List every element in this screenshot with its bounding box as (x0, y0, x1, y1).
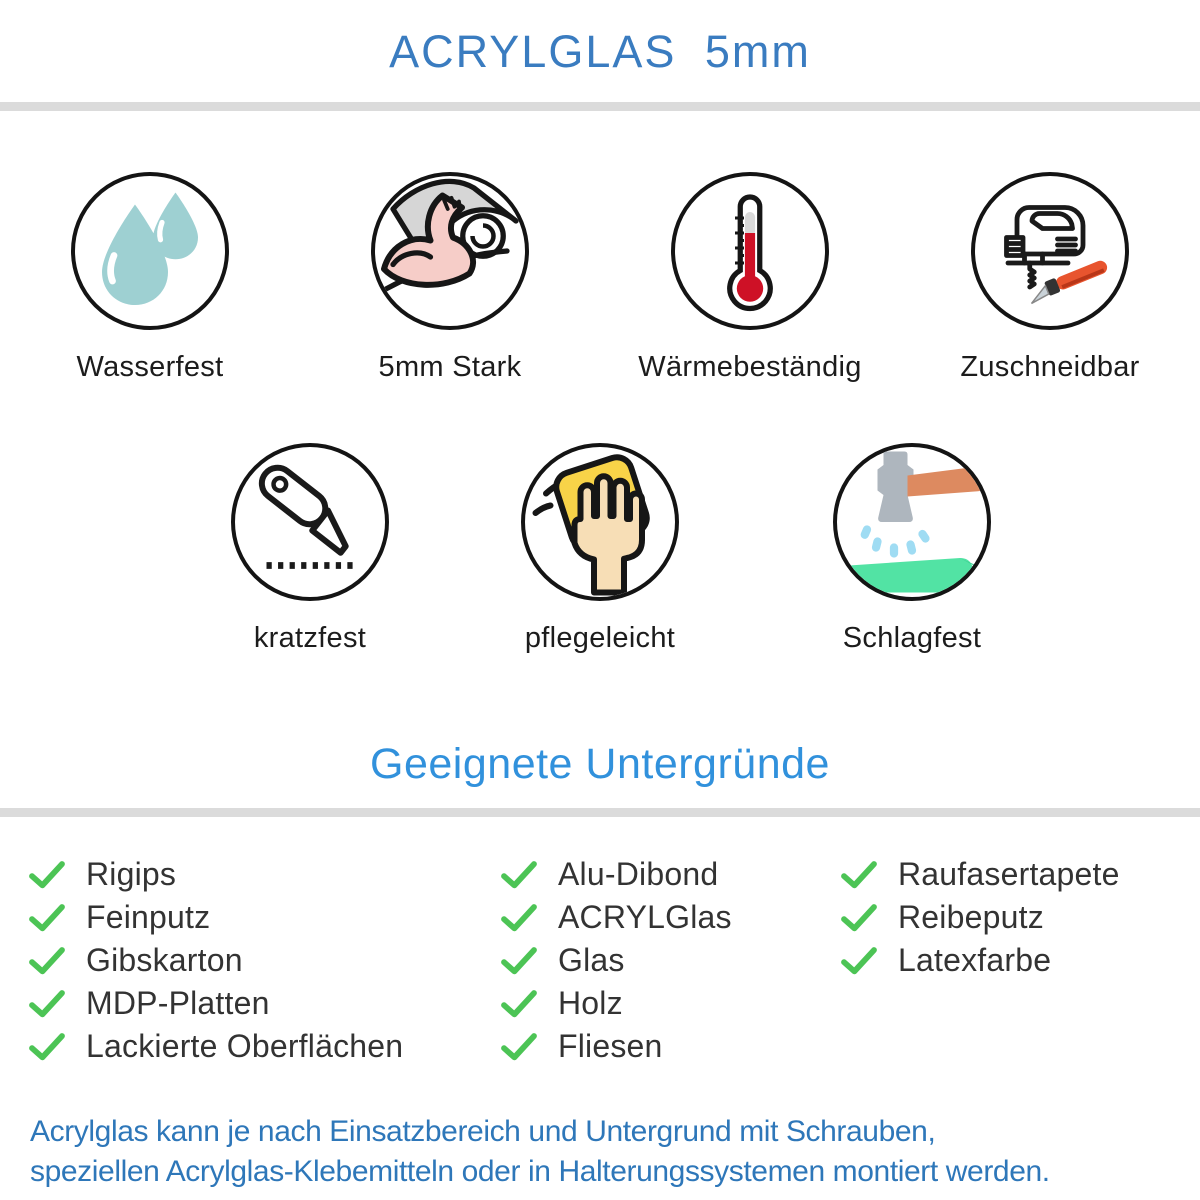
check-icon (840, 946, 878, 976)
substrate-label: MDP-Platten (86, 985, 270, 1021)
feature-item-zuschneidbar (900, 172, 1200, 384)
feature-circle (71, 172, 229, 330)
feature-label: Schlagfest (842, 622, 982, 654)
feature-item-waermebestaendig (600, 172, 900, 384)
feature-label: Wasserfest (76, 351, 224, 383)
substrate-label: Gibskarton (86, 942, 243, 978)
substrate-item (840, 853, 1120, 896)
cleaning-hand-icon (525, 447, 675, 597)
substrate-label: Raufasertapete (898, 856, 1120, 892)
jigsaw-cutter-icon (975, 176, 1125, 326)
feature-circle (371, 172, 529, 330)
check-icon (500, 946, 538, 976)
substrate-label: Alu-Dibond (558, 856, 719, 892)
substrate-label: Latexfarbe (898, 942, 1052, 978)
features-row-2 (0, 443, 1200, 663)
check-icon (28, 903, 66, 933)
substrate-item (500, 1025, 732, 1068)
feature-label: kratzfest (253, 622, 367, 654)
substrates-list (0, 853, 1200, 1093)
check-icon (840, 860, 878, 890)
feature-item-wasserfest (0, 172, 300, 384)
substrate-item (500, 896, 732, 939)
feature-label: pflegeleicht (524, 622, 676, 654)
feature-item-schlagfest (762, 443, 1062, 655)
footer-line: speziellen Acrylglas-Klebemitteln oder in Halterungssystemen montiert werden. (30, 1155, 1050, 1188)
feature-circle (231, 443, 389, 601)
feature-circle (971, 172, 1129, 330)
feature-item-pflegeleicht (450, 443, 750, 655)
check-icon (500, 860, 538, 890)
substrate-column-1 (28, 853, 403, 1068)
check-icon (28, 1032, 66, 1062)
substrate-item (500, 853, 732, 896)
check-icon (500, 903, 538, 933)
check-icon (28, 860, 66, 890)
features-row-1 (0, 172, 1200, 384)
substrate-item (28, 896, 403, 939)
divider (0, 808, 1200, 817)
feature-item-kratzfest (160, 443, 460, 655)
feature-label: 5mm Stark (378, 351, 522, 383)
substrate-label: Glas (558, 942, 625, 978)
check-icon (840, 903, 878, 933)
substrate-label: Fliesen (558, 1028, 663, 1064)
substrate-label: Feinputz (86, 899, 211, 935)
substrate-item (28, 1025, 403, 1068)
substrate-label: Lackierte Oberflächen (86, 1028, 404, 1064)
check-icon (500, 989, 538, 1019)
substrate-item (840, 896, 1120, 939)
feature-label: Wärmebeständig (638, 351, 862, 383)
divider (0, 102, 1200, 111)
substrate-label: Holz (558, 985, 623, 1021)
footer-line: Acrylglas kann je nach Einsatzbereich und Untergrund mit Schrauben, (30, 1115, 936, 1148)
substrate-item (500, 982, 732, 1025)
feature-circle (833, 443, 991, 601)
page-title: ACRYLGLAS 5mm (389, 26, 811, 77)
utility-knife-icon (235, 447, 385, 597)
substrate-label: Reibeputz (898, 899, 1044, 935)
substrate-item (28, 853, 403, 896)
check-icon (500, 1032, 538, 1062)
substrate-item (500, 939, 732, 982)
substrate-column-3 (840, 853, 1120, 982)
footer-note (30, 1112, 1180, 1192)
substrate-label: ACRYLGlas (558, 899, 732, 935)
substrate-column-2 (500, 853, 732, 1068)
substrate-label: Rigips (86, 856, 177, 892)
feature-circle (671, 172, 829, 330)
thermometer-icon (675, 176, 825, 326)
substrate-item (28, 982, 403, 1025)
check-icon (28, 946, 66, 976)
feature-label: Zuschneidbar (960, 351, 1140, 383)
muscle-arm-icon (375, 176, 525, 326)
substrate-item (840, 939, 1120, 982)
hammer-icon (837, 447, 987, 597)
check-icon (28, 989, 66, 1019)
substrate-item (28, 939, 403, 982)
water-drops-icon (75, 176, 225, 326)
feature-item-5mm-stark (300, 172, 600, 384)
feature-circle (521, 443, 679, 601)
section-title: Geeignete Untergründe (370, 740, 830, 788)
